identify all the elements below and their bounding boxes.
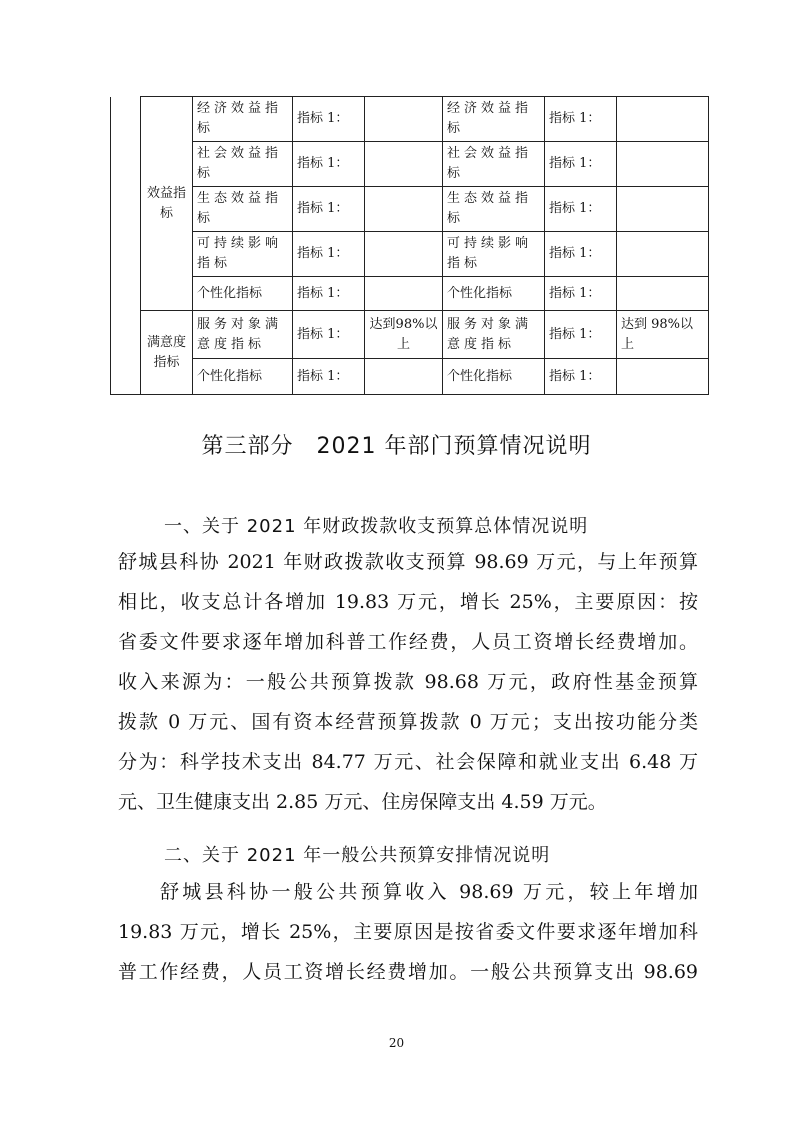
- indicator-label: 指标 1：: [545, 359, 617, 395]
- indicator-name: 生态效益指标: [443, 187, 545, 232]
- section2-title: 二、关于 2021 年一般公共预算安排情况说明: [164, 845, 551, 866]
- indicator-value: [365, 187, 443, 232]
- section1-line: 元、卫生健康支出 2.85 万元、住房保障支出 4.59 万元。: [118, 791, 607, 813]
- section1-title: 一、关于 2021 年财政拨款收支预算总体情况说明: [164, 516, 589, 537]
- table-row: [111, 142, 709, 187]
- section1-line: 收入来源为：一般公共预算拨款 98.68 万元，政府性基金预算: [118, 671, 698, 693]
- indicator-name: 社会效益指标: [193, 142, 293, 187]
- indicator-name: 个性化指标: [443, 359, 545, 395]
- category-label: 满意度指标: [146, 334, 186, 370]
- indicator-label: 指标 1：: [545, 232, 617, 277]
- outer-blank-cell: [111, 97, 141, 395]
- table-row: [111, 97, 709, 142]
- indicator-value: [365, 277, 443, 311]
- page-number: 20: [388, 1036, 405, 1050]
- indicator-label: 指标 1：: [293, 359, 365, 395]
- section2-line: 舒城县科协一般公共预算收入 98.69 万元，较上年增加: [160, 881, 698, 903]
- indicator-label: 指标 1：: [293, 232, 365, 277]
- indicator-value: [617, 97, 709, 142]
- indicator-value: [617, 142, 709, 187]
- indicator-label: 指标 1：: [293, 187, 365, 232]
- category-label: 效益指标: [146, 185, 186, 221]
- section-heading: 第三部分 2021 年部门预算情况说明: [201, 434, 592, 459]
- section1-line: 拨款 0 万元、国有资本经营预算拨款 0 万元；支出按功能分类: [118, 711, 698, 733]
- indicator-value: [617, 232, 709, 277]
- table-row: [111, 359, 709, 395]
- indicator-name: 生态效益指标: [193, 187, 293, 232]
- indicator-name: 服务对象满意度指标: [193, 311, 293, 359]
- indicator-label: 指标 1：: [545, 97, 617, 142]
- indicator-value: [365, 142, 443, 187]
- indicator-label: 指标 1：: [293, 142, 365, 187]
- indicator-name: 个性化指标: [193, 277, 293, 311]
- indicator-value: [617, 359, 709, 395]
- indicator-value: [617, 187, 709, 232]
- indicator-name: 个性化指标: [443, 277, 545, 311]
- indicator-value: 达到98%以上: [365, 311, 443, 359]
- performance-indicator-table: [110, 96, 709, 395]
- section1-line: 分为：科学技术支出 84.77 万元、社会保障和就业支出 6.48 万: [118, 751, 698, 773]
- indicator-label: 指标 1：: [545, 311, 617, 359]
- indicator-value: [365, 359, 443, 395]
- indicator-value: 达到 98%以上: [617, 311, 709, 359]
- section1-line: 相比，收支总计各增加 19.83 万元，增长 25%，主要原因：按: [118, 591, 698, 613]
- table-row: [111, 187, 709, 232]
- section2-line: 19.83 万元，增长 25%，主要原因是按省委文件要求逐年增加科: [118, 921, 698, 943]
- indicator-name: 个性化指标: [193, 359, 293, 395]
- table-row: [111, 232, 709, 277]
- category-benefit-cell: [141, 97, 193, 311]
- indicator-name: 社会效益指标: [443, 142, 545, 187]
- indicator-value: [365, 97, 443, 142]
- section1-line: 舒城县科协 2021 年财政拨款收支预算 98.69 万元，与上年预算: [118, 551, 698, 573]
- indicator-value: [365, 232, 443, 277]
- table-row: [111, 311, 709, 359]
- indicator-name: 经济效益指标: [193, 97, 293, 142]
- indicator-label: 指标 1：: [293, 277, 365, 311]
- indicator-name: 经济效益指标: [443, 97, 545, 142]
- section2-line: 普工作经费，人员工资增长经费增加。一般公共预算支出 98.69: [118, 961, 698, 983]
- section1-line: 省委文件要求逐年增加科普工作经费，人员工资增长经费增加。: [118, 631, 698, 653]
- indicator-label: 指标 1：: [545, 142, 617, 187]
- indicator-label: 指标 1：: [293, 97, 365, 142]
- indicator-name: 服务对象满意度指标: [443, 311, 545, 359]
- indicator-value: [617, 277, 709, 311]
- indicator-label: 指标 1：: [545, 187, 617, 232]
- indicator-name: 可持续影响指标: [443, 232, 545, 277]
- category-satisfaction-cell: [141, 311, 193, 395]
- indicator-label: 指标 1：: [293, 311, 365, 359]
- indicator-name: 可持续影响指标: [193, 232, 293, 277]
- indicator-label: 指标 1：: [545, 277, 617, 311]
- table-row: [111, 277, 709, 311]
